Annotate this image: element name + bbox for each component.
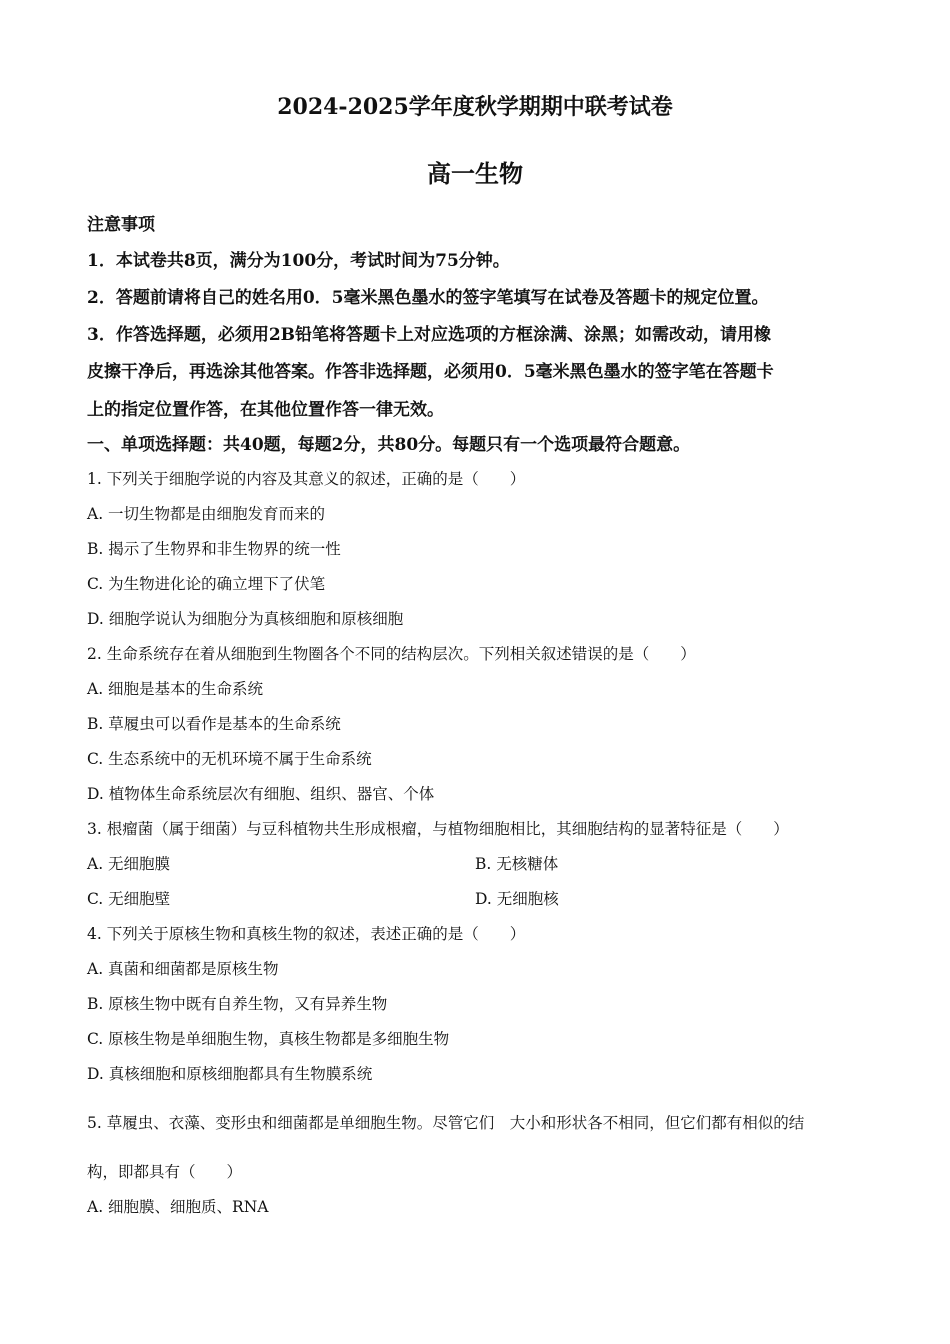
exam-title: 2024-2025学年度秋学期期中联考试卷 (277, 94, 673, 120)
notice-line-5: 上的指定位置作答，在其他位置作答一律无效。 (87, 400, 444, 420)
question-3-option-d: D. 无细胞核 (475, 890, 559, 908)
question-3-option-b: B. 无核糖体 (475, 855, 559, 873)
question-5-option-a: A. 细胞膜、细胞质、RNA (87, 1198, 269, 1216)
notice-line-2: 2．答题前请将自己的姓名用0．5毫米黑色墨水的签字笔填写在试卷及答题卡的规定位置。 (87, 288, 769, 308)
notice-line-4: 皮擦干净后，再选涂其他答案。作答非选择题，必须用0．5毫米黑色墨水的签字笔在答题卡 (87, 362, 774, 382)
question-1-option-d: D. 细胞学说认为细胞分为真核细胞和原核细胞 (87, 610, 404, 628)
question-4-option-b: B. 原核生物中既有自养生物，又有异养生物 (87, 995, 388, 1013)
notice-heading: 注意事项 (87, 215, 155, 235)
question-1-option-a: A. 一切生物都是由细胞发育而来的 (87, 505, 326, 523)
notice-line-1: 1．本试卷共8页，满分为100分，考试时间为75分钟。 (87, 251, 510, 271)
question-1-option-b: B. 揭示了生物界和非生物界的统一性 (87, 540, 341, 558)
question-4-stem: 4. 下列关于原核生物和真核生物的叙述，表述正确的是（ ） (87, 925, 526, 943)
question-3-option-a: A. 无细胞膜 (87, 855, 171, 873)
question-4-option-d: D. 真核细胞和原核细胞都具有生物膜系统 (87, 1065, 373, 1083)
question-4-option-a: A. 真菌和细菌都是原核生物 (87, 960, 279, 978)
question-3-option-c: C. 无细胞壁 (87, 890, 171, 908)
question-1-stem: 1. 下列关于细胞学说的内容及其意义的叙述，正确的是（ ） (87, 470, 526, 488)
question-5-stem-line-1: 5. 草履虫、衣藻、变形虫和细菌都是单细胞生物。尽管它们 大小和形状各不相同，但它们都有相似的结 (87, 1114, 805, 1132)
section-heading: 一、单项选择题：共40题，每题2分，共80分。每题只有一个选项最符合题意。 (87, 435, 691, 455)
question-2-option-b: B. 草履虫可以看作是基本的生命系统 (87, 715, 341, 733)
question-1-option-c: C. 为生物进化论的确立埋下了伏笔 (87, 575, 326, 593)
question-5-stem-line-2: 构，即都具有（ ） (87, 1163, 243, 1181)
question-2-option-d: D. 植物体生命系统层次有细胞、组织、器官、个体 (87, 785, 435, 803)
question-2-stem: 2. 生命系统存在着从细胞到生物圈各个不同的结构层次。下列相关叙述错误的是（ ） (87, 645, 696, 663)
question-4-option-c: C. 原核生物是单细胞生物，真核生物都是多细胞生物 (87, 1030, 450, 1048)
notice-line-3: 3．作答选择题，必须用2B铅笔将答题卡上对应选项的方框涂满、涂黑；如需改动，请用橡 (87, 325, 772, 345)
question-2-option-a: A. 细胞是基本的生命系统 (87, 680, 264, 698)
question-2-option-c: C. 生态系统中的无机环境不属于生命系统 (87, 750, 372, 768)
question-3-stem: 3. 根瘤菌（属于细菌）与豆科植物共生形成根瘤，与植物细胞相比，其细胞结构的显著特征是（ ） (87, 820, 789, 838)
exam-subject: 高一生物 (427, 159, 523, 188)
